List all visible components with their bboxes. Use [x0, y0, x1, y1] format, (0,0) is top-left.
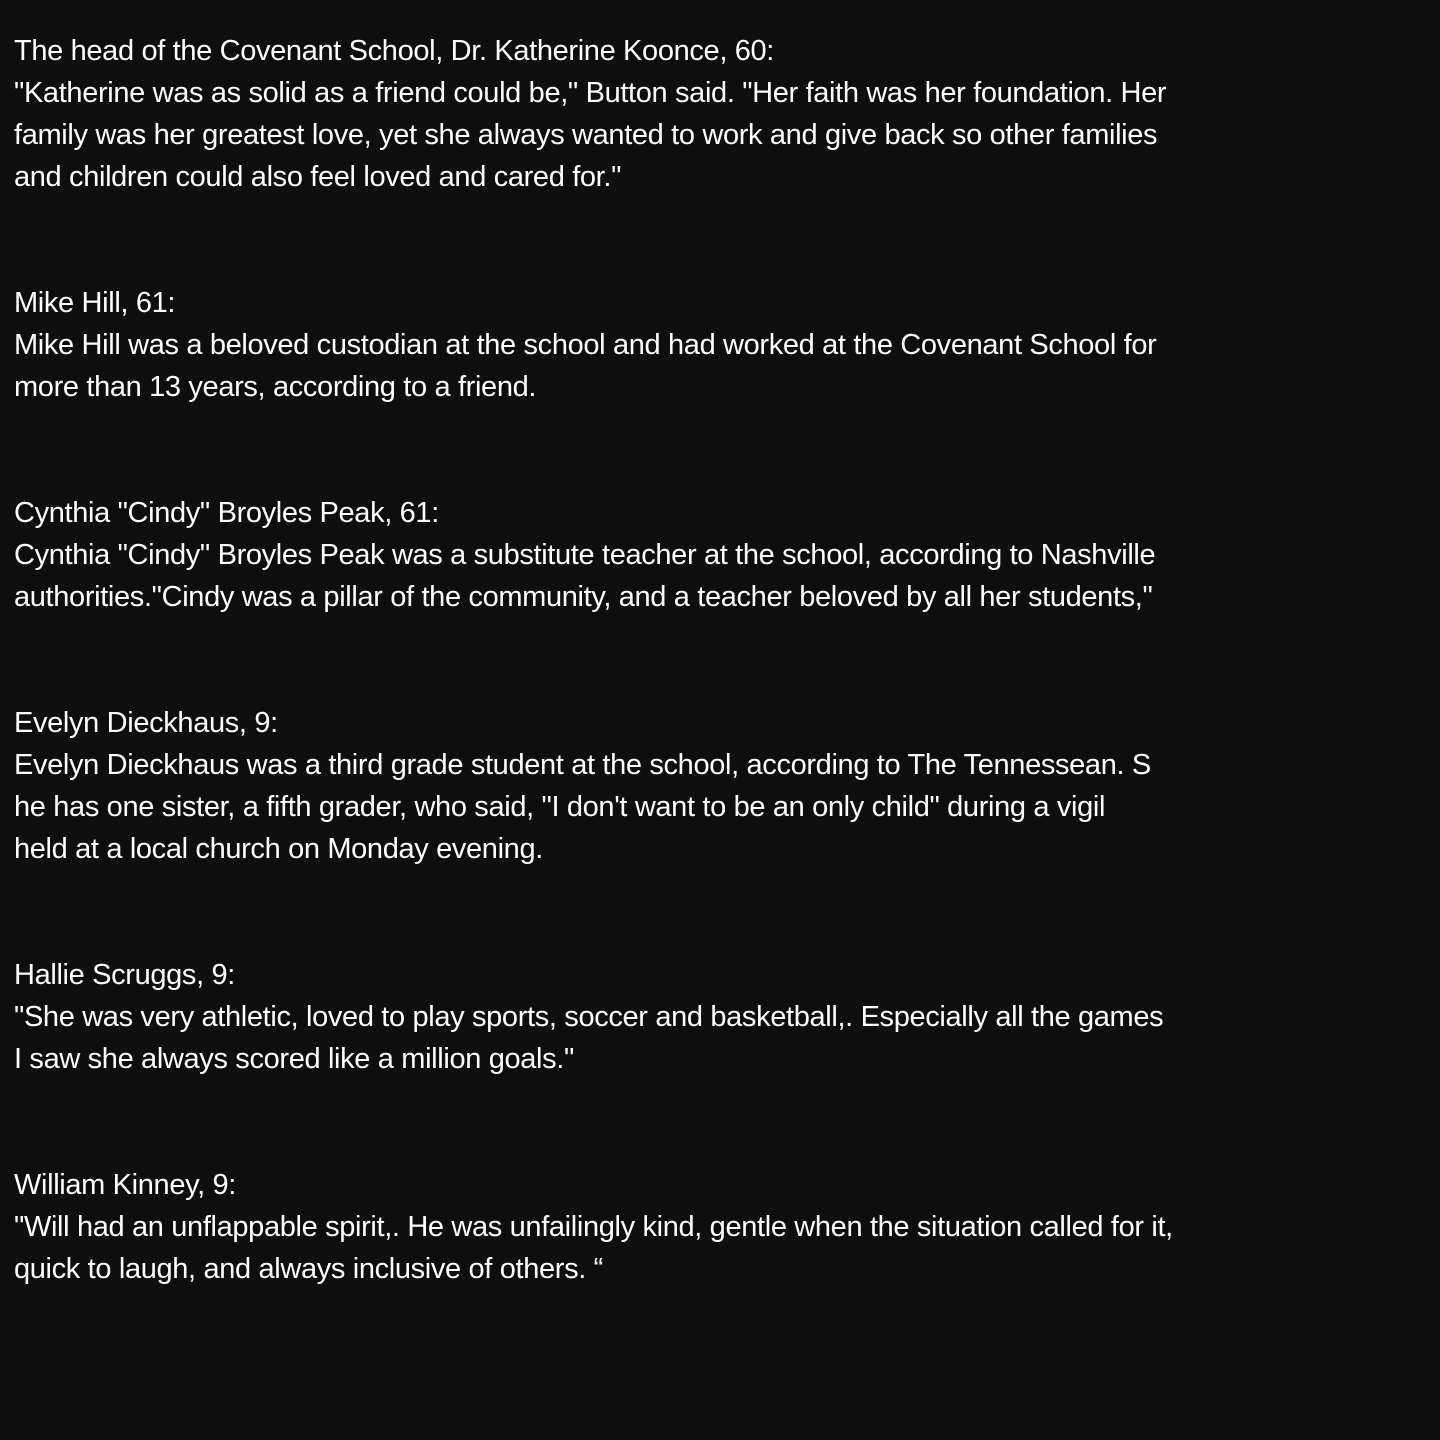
entry-text-line: Cynthia "Cindy" Broyles Peak was a substitute teacher at the school, according to Nashville — [14, 539, 1156, 571]
entry-heading-hallie-scruggs: Hallie Scruggs, 9: — [14, 959, 235, 991]
entry-heading-mike-hill: Mike Hill, 61: — [14, 287, 176, 319]
entry-heading-william-kinney: William Kinney, 9: — [14, 1169, 237, 1201]
entry-heading-evelyn-dieckhaus: Evelyn Dieckhaus, 9: — [14, 707, 278, 739]
entry-text-line: "Will had an unflappable spirit,. He was unfailingly kind, gentle when the situation called for it, — [14, 1211, 1173, 1243]
entry-text-line: "Katherine was as solid as a friend could be," Button said. "Her faith was her foundation. Her — [14, 77, 1167, 109]
entry-text-line: "She was very athletic, loved to play sports, soccer and basketball,. Especially all the games — [14, 1001, 1164, 1033]
entry-text-line: more than 13 years, according to a friend. — [14, 371, 537, 403]
entry-text-line: held at a local church on Monday evening. — [14, 833, 543, 865]
entry-heading-katherine-koonce: The head of the Covenant School, Dr. Katherine Koonce, 60: — [14, 35, 774, 67]
entry-text-line: he has one sister, a fifth grader, who said, "I don't want to be an only child" during a vigil — [14, 791, 1106, 823]
entry-text-line: and children could also feel loved and cared for." — [14, 161, 622, 193]
entry-heading-cynthia-peak: Cynthia "Cindy" Broyles Peak, 61: — [14, 497, 439, 529]
entry-text-line: quick to laugh, and always inclusive of others. “ — [14, 1253, 603, 1285]
entry-text-line: family was her greatest love, yet she always wanted to work and give back so other families — [14, 119, 1158, 151]
entry-text-line: Mike Hill was a beloved custodian at the school and had worked at the Covenant School for — [14, 329, 1157, 361]
entry-text-line: authorities."Cindy was a pillar of the community, and a teacher beloved by all her students," — [14, 581, 1153, 613]
entry-text-line: Evelyn Dieckhaus was a third grade student at the school, according to The Tennessean. S — [14, 749, 1151, 781]
entry-text-line: I saw she always scored like a million goals." — [14, 1043, 574, 1075]
